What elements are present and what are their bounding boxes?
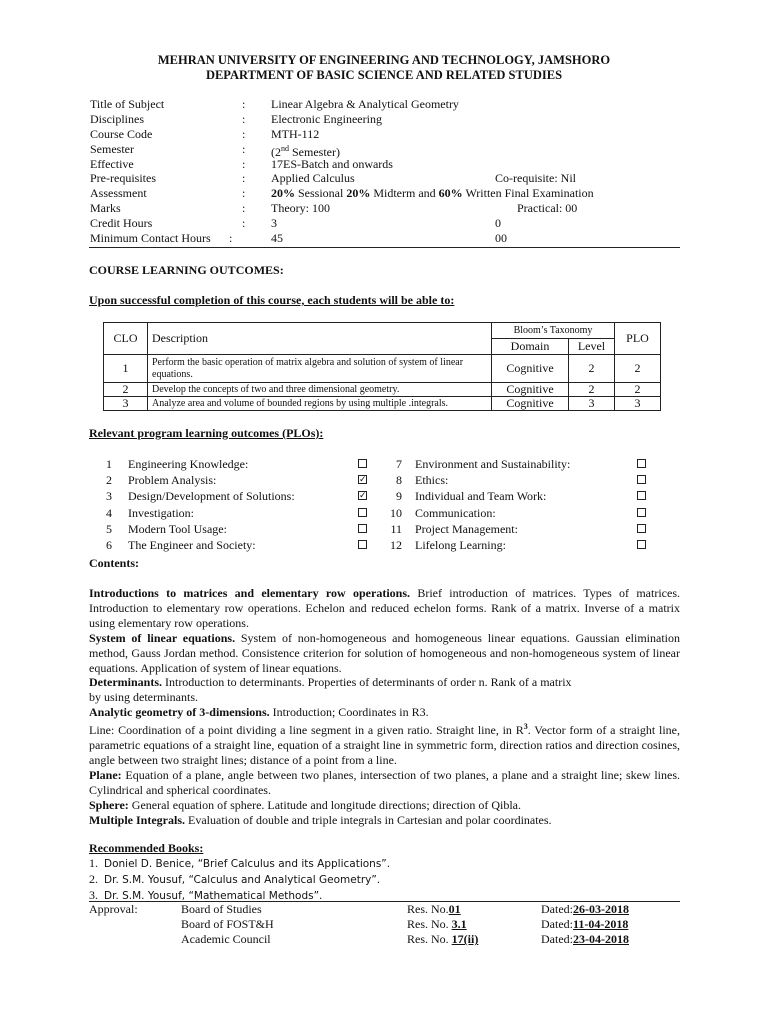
assess-text: Sessional (295, 186, 347, 201)
plo-list-right (384, 456, 649, 553)
approval-body: Board of FOST&H (181, 917, 274, 932)
plo-number: 2 (106, 473, 112, 488)
contents-paragraph (89, 586, 680, 631)
col-plo: PLO (615, 323, 661, 355)
contents-paragraph (89, 768, 680, 798)
checkbox-icon[interactable] (358, 540, 367, 549)
book-number: 1. (89, 855, 98, 870)
book-number: 3. (89, 887, 98, 902)
department-title: DEPARTMENT OF BASIC SCIENCE AND RELATED STUDIES (205, 68, 563, 82)
info-label: Pre-requisites (90, 171, 156, 186)
book-item (89, 856, 390, 872)
checkbox-icon[interactable] (637, 459, 646, 468)
col-domain: Domain (492, 339, 569, 355)
plo-label: Environment and Sustainability: (415, 457, 571, 471)
res-label: Res. No. (407, 902, 449, 916)
dated-label: Dated: (541, 902, 573, 916)
checkbox-icon[interactable] (637, 540, 646, 549)
plo-item (104, 521, 374, 537)
checkbox-icon[interactable] (358, 524, 367, 533)
plo-item (104, 537, 374, 553)
info-colon: : (242, 156, 246, 171)
superscript: 3 (523, 722, 528, 732)
info-colon: : (242, 141, 246, 156)
clo-plo: 2 (615, 383, 661, 397)
plo-item (384, 488, 649, 504)
clo-level: 2 (569, 355, 615, 383)
plo-label: Engineering Knowledge: (128, 457, 249, 471)
clo-domain: Cognitive (492, 397, 569, 411)
checkbox-icon[interactable] (358, 508, 367, 517)
approval-row (89, 917, 680, 932)
clo-intro: Upon successful completion of this course, each students will be able to: (89, 293, 455, 307)
contents-paragraph (89, 798, 680, 813)
assess-text: Midterm and (370, 186, 439, 201)
plo-label: Design/Development of Solutions: (128, 489, 295, 504)
table-row (104, 397, 661, 411)
col-level: Level (569, 339, 615, 355)
info-label: Credit Hours (90, 216, 153, 231)
info-colon: : (242, 201, 246, 216)
assess-text: Written Final Examination (462, 186, 594, 201)
contents-paragraph (89, 705, 680, 720)
course-info (90, 97, 690, 246)
topic-title: Multiple Integrals. (89, 812, 185, 827)
clo-number: 1 (104, 355, 148, 383)
clo-level: 2 (569, 383, 615, 397)
topic-text: by using determinants. (89, 690, 198, 705)
plo-number: 5 (106, 521, 112, 536)
checkbox-icon[interactable] (637, 475, 646, 484)
info-label: Semester (90, 141, 134, 156)
plo-number: 9 (396, 489, 402, 504)
checked-checkbox-icon[interactable]: ✓ (359, 474, 367, 485)
approval-body: Academic Council (181, 932, 271, 947)
assess-pct-final: 60% (438, 186, 463, 201)
clo-description: Analyze area and volume of bounded regions by using multiple .integrals. (148, 397, 492, 411)
contents-body (89, 586, 680, 828)
checkbox-icon[interactable] (637, 524, 646, 533)
info-row-code (90, 127, 690, 142)
info-label: Minimum Contact Hours (90, 231, 211, 246)
topic-text: Introduction to determinants. Properties of determinants of order n. Rank of a matrix (161, 675, 572, 690)
info-row-disciplines (90, 112, 690, 127)
plo-item (384, 505, 649, 521)
approval-block (89, 902, 680, 948)
plo-number: 12 (390, 537, 402, 552)
info-row-semester (90, 142, 690, 157)
clo-domain: Cognitive (492, 383, 569, 397)
info-value: Electronic Engineering (271, 111, 382, 126)
plo-label: Individual and Team Work: (415, 489, 547, 504)
info-value: Theory: 100 (271, 201, 330, 216)
col-clo: CLO (104, 323, 148, 355)
book-title: Dr. S.M. Yousuf, “Mathematical Methods”. (104, 889, 323, 902)
topic-title: Introductions to matrices and elementary row operations. (89, 586, 411, 600)
info-value: 45 (271, 231, 283, 246)
info-row-prerequisites (90, 171, 690, 186)
clo-number: 2 (104, 383, 148, 397)
plo-item (384, 537, 649, 553)
clo-plo: 3 (615, 397, 661, 411)
plo-label: Lifelong Learning: (415, 537, 506, 552)
plo-item (104, 488, 374, 504)
assess-pct-midterm: 20% (346, 186, 371, 201)
info-colon: : (229, 231, 233, 246)
book-item (89, 872, 390, 888)
semester-rest: Semester) (289, 144, 340, 159)
res-number: 17(ii) (451, 932, 479, 947)
info-row-assessment (90, 186, 690, 201)
book-number: 2. (89, 871, 98, 886)
plo-item (104, 505, 374, 521)
clo-number: 3 (104, 397, 148, 411)
clo-plo: 2 (615, 355, 661, 383)
info-value: 17ES-Batch and onwards (271, 156, 393, 171)
info-value: MTH-112 (271, 126, 320, 141)
checked-checkbox-icon[interactable]: ✓ (359, 490, 367, 501)
col-bloom: Bloom’s Taxonomy (492, 323, 615, 339)
res-number: 01 (448, 902, 461, 916)
topic-title: Plane: (89, 767, 122, 782)
info-row-credit (90, 216, 690, 231)
clo-description: Develop the concepts of two and three dimensional geometry. (148, 383, 492, 397)
plo-label: Ethics: (415, 473, 449, 488)
topic-text: Brief introduction of matrices. Types of matrices. Introduction to elementary row operations. Echelon and reduced echelon forms. Rank of a matrix. Inverse of a matrix using elementary row operations. (89, 586, 680, 630)
info-label: Assessment (90, 186, 147, 201)
info-value: Linear Algebra & Analytical Geometry (271, 97, 459, 111)
contact-practical: 00 (495, 231, 507, 246)
approval-label: Approval: (89, 902, 138, 916)
books-heading: Recommended Books: (89, 841, 204, 855)
contents-paragraph (89, 720, 680, 768)
contents-paragraph (89, 675, 680, 705)
corequisite: Co-requisite: Nil (495, 171, 576, 186)
plo-item (384, 456, 649, 472)
clo-domain: Cognitive (492, 355, 569, 383)
clo-table (103, 322, 661, 411)
clo-level: 3 (569, 397, 615, 411)
info-row-effective (90, 157, 690, 172)
dated-label: Dated: (541, 917, 573, 932)
topic-title: System of linear equations. (89, 630, 236, 645)
approval-date: 23-04-2018 (573, 932, 629, 947)
plo-heading: Relevant program learning outcomes (PLOs): (89, 426, 324, 440)
university-title: MEHRAN UNIVERSITY OF ENGINEERING AND TECHNOLOGY, JAMSHORO (157, 53, 611, 67)
plo-label: Project Management: (415, 521, 518, 536)
plo-label: Investigation: (128, 505, 194, 520)
approval-date: 11-04-2018 (573, 917, 629, 932)
topic-text: Evaluation of double and triple integrals in Cartesian and polar coordinates. (185, 812, 552, 827)
plo-number: 3 (106, 489, 112, 504)
semester-sup: nd (281, 143, 289, 153)
info-colon: : (242, 126, 246, 141)
plo-item (384, 521, 649, 537)
table-row (104, 383, 661, 397)
info-label: Course Code (90, 126, 153, 141)
res-number: 3.1 (451, 917, 467, 932)
plo-label: The Engineer and Society: (128, 537, 256, 552)
marks-practical: Practical: 00 (517, 201, 578, 216)
approval-row (89, 902, 680, 917)
info-value: 3 (271, 216, 277, 231)
book-title: Doniel D. Benice, “Brief Calculus and its Applications”. (104, 857, 391, 870)
info-label: Marks (90, 201, 121, 216)
info-row-marks (90, 201, 690, 216)
recommended-books (89, 841, 390, 904)
credit-practical: 0 (495, 216, 501, 231)
topic-text: General equation of sphere. Latitude and longitude directions; direction of Qibla. (128, 797, 521, 812)
approval-row (89, 932, 680, 947)
checkbox-icon[interactable] (637, 508, 646, 517)
info-colon: : (242, 111, 246, 126)
plo-list-left (104, 456, 374, 553)
contents-heading: Contents: (89, 556, 139, 570)
info-row-contact (90, 231, 690, 246)
topic-title: Determinants. (89, 675, 162, 690)
semester-open: (2 (271, 144, 281, 159)
info-colon: : (242, 171, 246, 186)
checkbox-icon[interactable] (358, 459, 367, 468)
book-title: Dr. S.M. Yousuf, “Calculus and Analytical Geometry”. (104, 873, 381, 886)
col-description: Description (148, 323, 492, 355)
topic-title: Sphere: (89, 797, 129, 812)
plo-number: 4 (106, 505, 112, 520)
info-value: Applied Calculus (271, 171, 355, 186)
clo-description: Perform the basic operation of matrix algebra and solution of system of linear equations. (148, 355, 492, 383)
topic-text: System of non-homogeneous and homogeneous linear equations. Gaussian elimination method, Gauss Jordan method. Consistence criterion for solution of homogeneous and non-homogeneous system of linear equations. Application of system of linear equations. (89, 630, 680, 675)
plo-number: 8 (396, 473, 402, 488)
res-label: Res. No. (407, 917, 452, 932)
plo-label: Modern Tool Usage: (128, 521, 227, 536)
topic-text: . Vector form of a straight line, parametric equations of a straight line, equation of a straight line in symmetric form, direction ratios and direction cosines, angle between two straight lines; distance of a point from a line. (89, 723, 680, 767)
info-colon: : (242, 216, 246, 231)
contents-paragraph (89, 631, 680, 676)
approval-date: 26-03-2018 (573, 902, 629, 916)
topic-text: Introduction; Coordinates in R3. (269, 705, 429, 720)
approval-body: Board of Studies (181, 902, 262, 916)
plo-number: 11 (390, 521, 402, 536)
clo-heading: COURSE LEARNING OUTCOMES: (89, 263, 284, 277)
table-row (104, 355, 661, 383)
info-colon: : (242, 186, 246, 201)
info-label: Effective (90, 156, 134, 171)
plo-item (104, 472, 374, 488)
res-label: Res. No. (407, 932, 452, 947)
topic-text: Equation of a plane, angle between two planes, intersection of two planes, a plane and a straight line; skew lines. Cylindrical and spherical coordinates. (89, 767, 680, 797)
topic-title: Analytic geometry of 3-dimensions. (89, 705, 270, 720)
topic-text: Line: Coordination of a point dividing a line segment in a given ratio. Straight line, in R (89, 723, 524, 738)
plo-label: Problem Analysis: (128, 473, 217, 488)
assess-pct-sessional: 20% (271, 186, 295, 201)
dated-label: Dated: (541, 932, 573, 947)
plo-number: 6 (106, 537, 112, 552)
plo-number: 10 (390, 505, 402, 520)
info-label: Disciplines (90, 111, 144, 126)
plo-item (384, 472, 649, 488)
info-row-title (90, 97, 690, 112)
plo-number: 7 (396, 457, 402, 471)
plo-number: 1 (106, 457, 112, 471)
plo-item (104, 456, 374, 472)
info-value (271, 186, 594, 201)
info-colon: : (242, 97, 246, 111)
plo-label: Communication: (415, 505, 496, 520)
divider (89, 247, 680, 248)
checkbox-icon[interactable] (637, 491, 646, 500)
info-label: Title of Subject (90, 97, 165, 111)
contents-paragraph (89, 813, 680, 828)
